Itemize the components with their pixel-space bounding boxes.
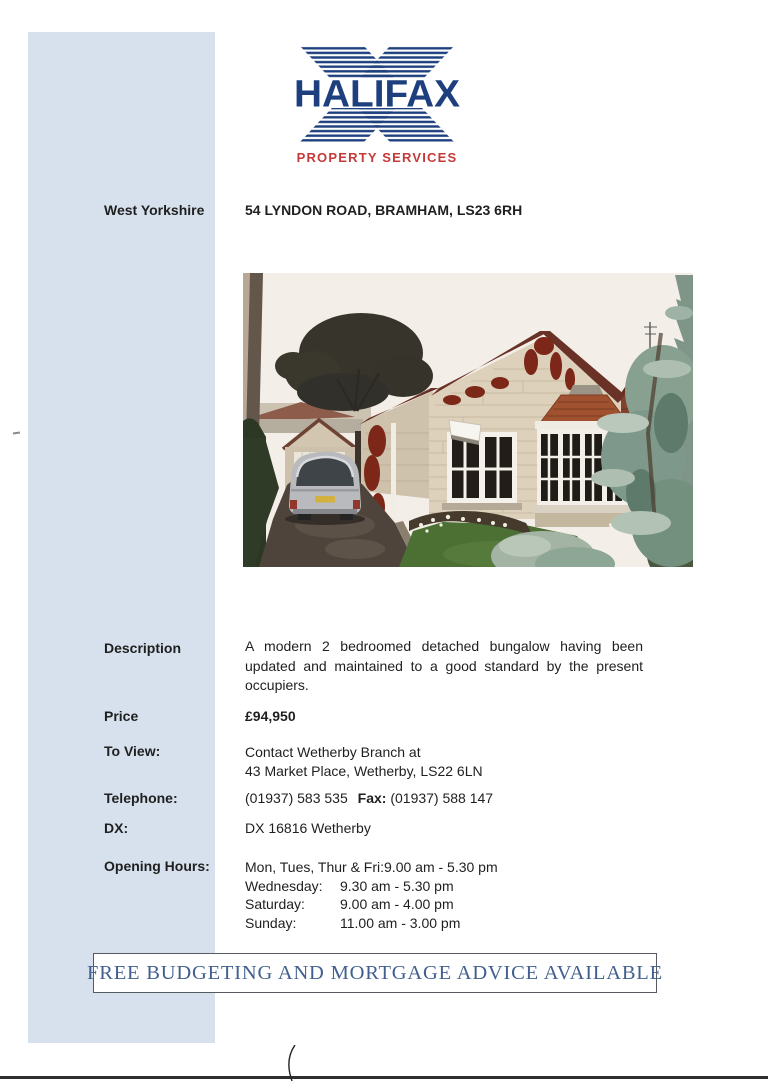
opening-hours-table — [245, 858, 498, 932]
telephone-number: (01937) 583 535 — [245, 790, 348, 806]
hours-row — [245, 858, 498, 877]
fax-number: (01937) 588 147 — [390, 790, 494, 806]
dx-label: DX: — [104, 820, 129, 836]
hours-times: 9.30 am - 5.30 pm — [340, 877, 454, 894]
fax-label: Fax: — [357, 790, 387, 806]
price-label: Price — [104, 708, 139, 724]
property-photo — [243, 273, 693, 567]
hours-row — [245, 914, 498, 933]
hours-times: 9.00 am - 4.00 pm — [340, 896, 454, 912]
hours-days: Saturday: — [245, 896, 305, 912]
scan-mark-dash — [13, 432, 20, 435]
hours-days: Sunday: — [245, 914, 297, 931]
hours-times: 11.00 am - 3.00 pm — [340, 914, 461, 931]
hours-row — [245, 877, 498, 896]
hours-row — [245, 895, 498, 914]
front-window — [442, 420, 522, 510]
dx-value: DX 16816 Wetherby — [245, 820, 371, 836]
brand-name: HALIFAX — [294, 73, 461, 116]
hours-days: Wednesday: — [245, 877, 323, 894]
hours-times: 9.00 am - 5.30 pm — [384, 859, 498, 875]
parked-car — [285, 452, 365, 526]
telephone-line — [245, 790, 493, 806]
region-label: West Yorkshire — [104, 202, 205, 218]
telephone-label: Telephone: — [104, 790, 178, 806]
advice-banner — [87, 953, 663, 993]
description-label: Description — [104, 640, 182, 656]
bungalow-photo-illustration — [243, 273, 693, 567]
halifax-logo — [292, 46, 462, 165]
opening-hours-label: Opening Hours: — [104, 858, 210, 874]
halifax-x-icon — [292, 46, 462, 142]
to-view-line-1: Contact Wetherby Branch at — [245, 744, 421, 760]
price-value: £94,950 — [245, 708, 296, 724]
advice-banner-text: FREE BUDGETING AND MORTGAGE ADVICE AVAILABLE — [87, 961, 663, 984]
scan-edge-line — [0, 1076, 768, 1079]
scan-mark-curl — [283, 1045, 299, 1081]
brand-tagline: PROPERTY SERVICES — [296, 150, 458, 165]
to-view-line-2: 43 Market Place, Wetherby, LS22 6LN — [245, 763, 483, 779]
to-view-label: To View: — [104, 743, 161, 759]
description-text: A modern 2 bedroomed detached bungalow having been updated and maintained to a good standard by the present occupiers. — [245, 638, 643, 693]
hours-days: Mon, Tues, Thur & Fri: — [245, 859, 385, 875]
to-view-text — [245, 743, 483, 781]
property-address: 54 LYNDON ROAD, BRAMHAM, LS23 6RH — [245, 202, 523, 218]
left-blue-stripe — [28, 32, 215, 1043]
